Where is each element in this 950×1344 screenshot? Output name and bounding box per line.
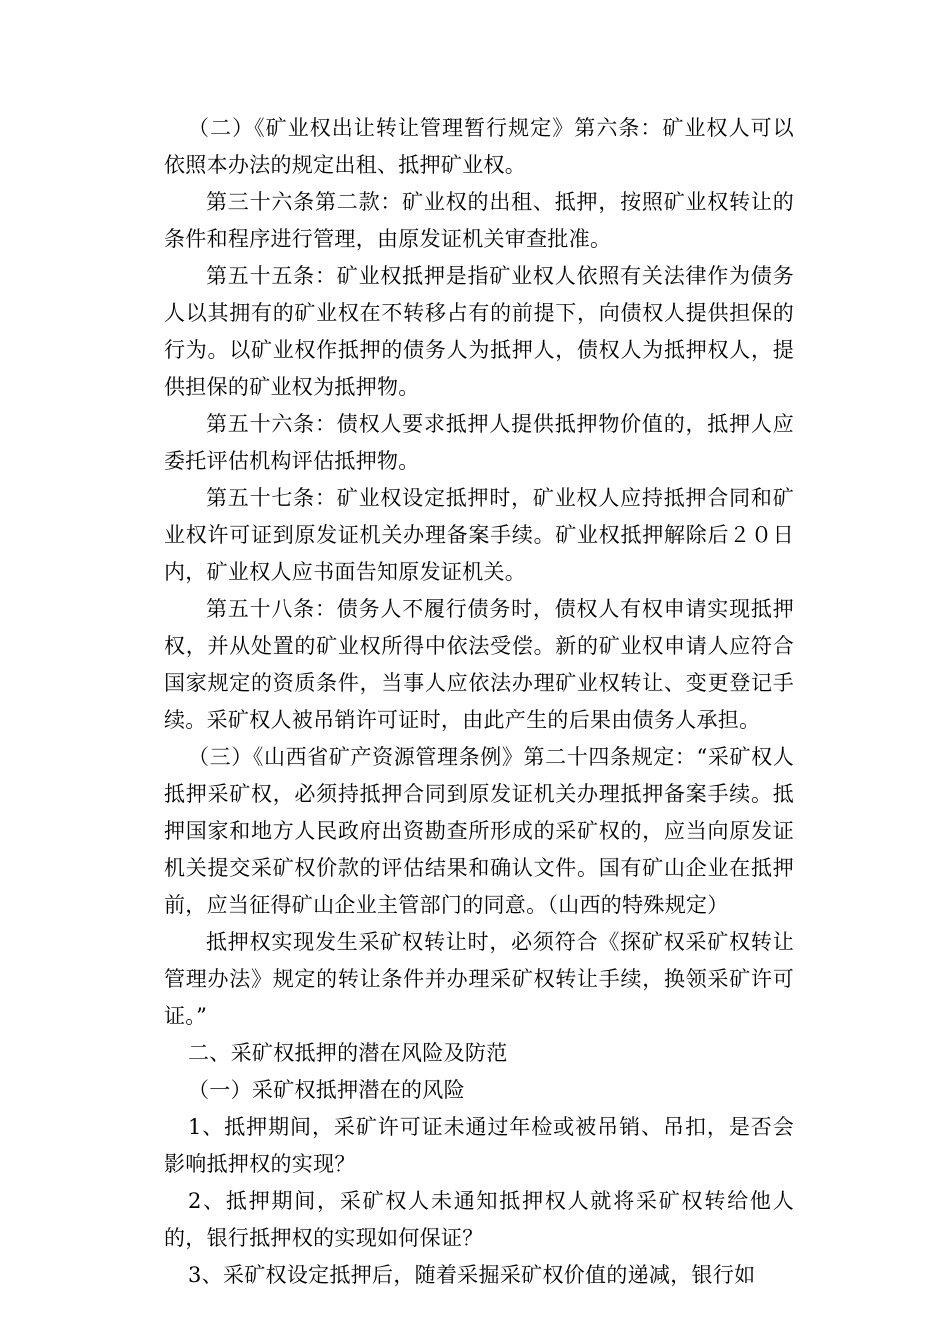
paragraph-shanxi-regulation: （三）《山西省矿产资源管理条例》第二十四条规定：“采矿权人抵押采矿权，必须持抵押合同到原发证机关办理抵押备案手续。抵押国家和地方人民政府出资勘查所形成的采矿权的，应当向原发证机关提交采矿权价款的评估结果和确认文件。国有矿山企业在抵押前，应当征得矿山企业主管部门的同意。（山西的特殊规定） [164,745,794,917]
paragraph-article-56: 第五十六条：债权人要求抵押人提供抵押物价值的，抵押人应委托评估机构评估抵押物。 [164,412,794,473]
document-body [164,110,794,1294]
paragraph-article-55: 第五十五条：矿业权抵押是指矿业权人依照有关法律作为债务人以其拥有的矿业权在不转移占有的前提下，向债权人提供担保的行为。以矿业权作抵押的债务人为抵押人，债权人为抵押权人，提供担保的矿业权为抵押物。 [164,264,794,399]
paragraph-article-57: 第五十七条：矿业权设定抵押时，矿业权人应持抵押合同和矿业权许可证到原发证机关办理备案手续。矿业权抵押解除后２０日内，矿业权人应书面告知原发证机关。 [164,486,794,584]
list-item-risk-2: 2、抵押期间，采矿权人未通知抵押权人就将采矿权转给他人的，银行抵押权的实现如何保证？ [164,1189,794,1250]
paragraph-article-36: 第三十六条第二款：矿业权的出租、抵押，按照矿业权转让的条件和程序进行管理，由原发证机关审查批准。 [164,190,794,251]
paragraph-mortgage-realization: 抵押权实现发生采矿权转让时，必须符合《探矿权采矿权转让管理办法》规定的转让条件并办理采矿权转让手续，换领采矿许可证。” [164,930,794,1028]
subsection-heading-potential-risks: （一）采矿权抵押潜在的风险 [188,1078,465,1102]
list-item-risk-3: 3、采矿权设定抵押后，随着采掘采矿权价值的递减，银行如 [188,1263,756,1287]
paragraph-regulation-article-6: （二）《矿业权出让转让管理暂行规定》第六条：矿业权人可以依照本办法的规定出租、抵押矿业权。 [164,116,794,177]
section-heading-risks: 二、采矿权抵押的潜在风险及防范 [188,1041,508,1065]
paragraph-article-58: 第五十八条：债务人不履行债务时，债权人有权申请实现抵押权，并从处置的矿业权所得中依法受偿。新的矿业权申请人应符合国家规定的资质条件，当事人应依法办理矿业权转让、变更登记手续。采矿权人被吊销许可证时，由此产生的后果由债务人承担。 [164,597,794,732]
list-item-risk-1: 1、抵押期间，采矿许可证未通过年检或被吊销、吊扣，是否会影响抵押权的实现？ [164,1115,794,1176]
